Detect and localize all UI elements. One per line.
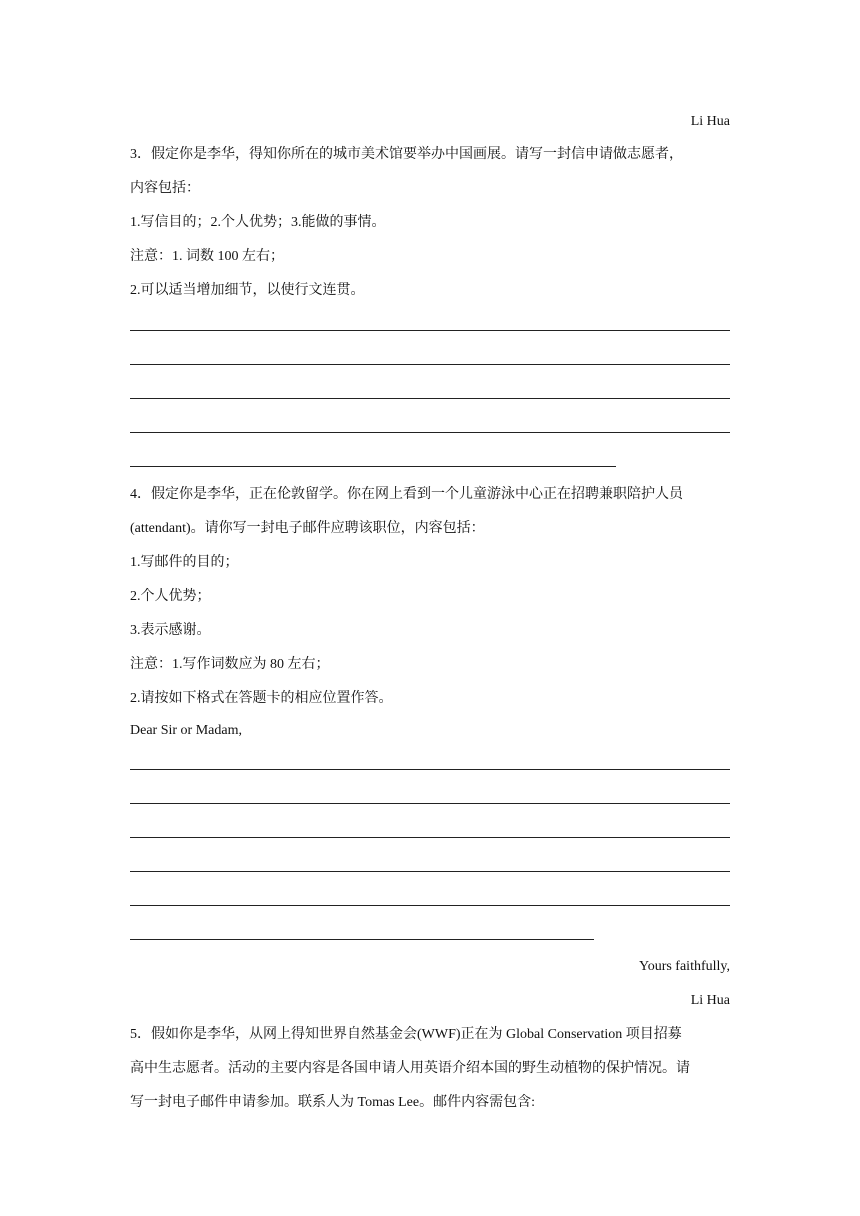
q5-prompt-line3: 写一封电子邮件申请参加。联系人为 Tomas Lee。邮件内容需包含: [130, 1095, 535, 1110]
q5-prompt-line2: 高中生志愿者。活动的主要内容是各国申请人用英语介绍本国的野生动植物的保护情况。请 [130, 1061, 690, 1076]
q3-signature: Li Hua [690, 114, 730, 129]
q4-note2: 2.请按如下格式在答题卡的相应位置作答。 [130, 691, 393, 706]
q4-point1: 1.写邮件的目的； [130, 555, 239, 570]
q4-signature: Li Hua [690, 993, 730, 1008]
q3-prompt-line2: 内容包括： [130, 181, 200, 196]
q3-answer-line[interactable] [130, 364, 730, 365]
q3-answer-line[interactable] [130, 466, 616, 467]
q3-content-points: 1.写信目的；2.个人优势；3.能做的事情。 [130, 215, 386, 230]
q4-closing: Yours faithfully, [638, 959, 730, 974]
q4-answer-line[interactable] [130, 803, 730, 804]
q3-answer-line[interactable] [130, 432, 730, 433]
q4-salutation: Dear Sir or Madam, [130, 723, 242, 738]
q4-answer-line[interactable] [130, 769, 730, 770]
q4-answer-line[interactable] [130, 905, 730, 906]
q4-prompt-line1: 4．假定你是李华，正在伦敦留学。你在网上看到一个儿童游泳中心正在招聘兼职陪护人员 [130, 487, 683, 502]
q4-prompt-line2: (attendant)。请你写一封电子邮件应聘该职位，内容包括： [130, 521, 485, 536]
q4-answer-line[interactable] [130, 871, 730, 872]
q3-answer-line[interactable] [130, 398, 730, 399]
q4-answer-line[interactable] [130, 939, 594, 940]
q3-prompt-line1: 3．假定你是李华，得知你所在的城市美术馆要举办中国画展。请写一封信申请做志愿者， [130, 147, 683, 162]
q3-answer-line[interactable] [130, 330, 730, 331]
q3-note2: 2.可以适当增加细节，以使行文连贯。 [130, 283, 365, 298]
q4-point3: 3.表示感谢。 [130, 623, 211, 638]
q4-note1: 注意：1.写作词数应为 80 左右； [130, 657, 330, 672]
q3-note1: 注意：1. 词数 100 左右； [130, 249, 284, 264]
q4-answer-line[interactable] [130, 837, 730, 838]
q5-prompt-line1: 5．假如你是李华，从网上得知世界自然基金会(WWF)正在为 Global Conservation 项目招募 [130, 1027, 682, 1042]
q4-point2: 2.个人优势； [130, 589, 211, 604]
